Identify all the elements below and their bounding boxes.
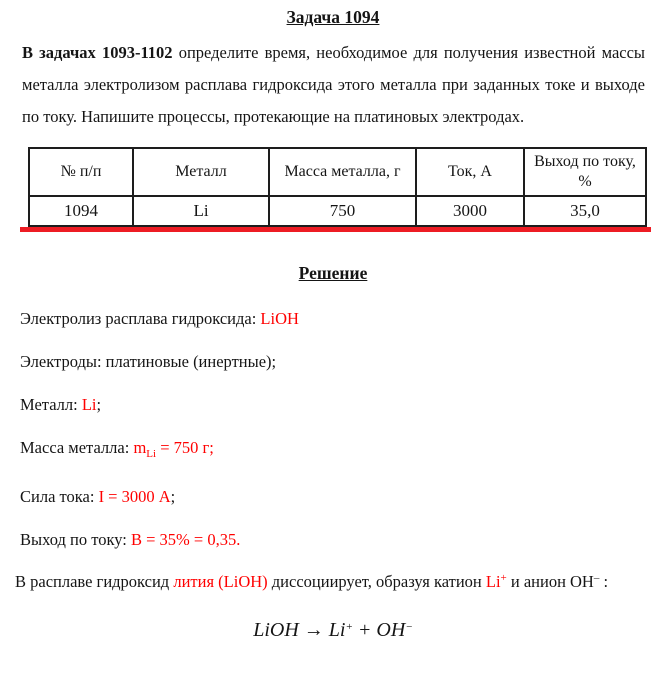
table-cell-current: 3000 [416, 196, 524, 226]
solution-line-mass-value: = 750 г; [156, 438, 214, 457]
dissociation-text-1: В расплаве гидроксид [15, 572, 174, 591]
problem-statement [22, 37, 645, 133]
solution-line-mass [20, 437, 666, 465]
solution-line-electrodes-label: Электроды: платиновые (инертные); [20, 352, 277, 371]
problem-statement-body: определите время, необходимое для получения известной массы металла электролизом расплава гидроксида этого металла при заданных токе и выходе по току. Напишите процессы, протекающие на платиновых электродах. [22, 43, 645, 126]
equation-cation-charge: + [345, 621, 353, 633]
page-title-text: Задача 1094 [286, 7, 380, 27]
solution-line-mass-symbol: m [133, 438, 147, 457]
red-divider [20, 227, 651, 232]
table-header-row [29, 148, 646, 196]
equation-middle: + OH [352, 619, 406, 641]
table-cell-number: 1094 [29, 196, 133, 226]
solution-line-yield-label: Выход по току: [20, 530, 131, 549]
solution-line-metal [20, 394, 666, 416]
solution-line-metal-label: Металл: [20, 395, 82, 414]
table-header-number: № п/п [29, 148, 133, 196]
dissociation-paragraph [15, 558, 645, 602]
problem-statement-lead: В задачах 1093-1102 [22, 43, 173, 62]
equation-left: LiOH → Li [253, 619, 346, 641]
solution-line-metal-tail: ; [96, 395, 102, 414]
table-cell-yield: 35,0 [524, 196, 646, 226]
solution-line-current [20, 486, 666, 508]
conditions-table [28, 147, 647, 227]
table-header-yield: Выход по току, % [524, 148, 646, 196]
solution-line-electrodes [20, 351, 666, 373]
dissociation-equation [0, 614, 666, 643]
solution-line-electrolysis-label: Электролиз расплава гидроксида: [20, 309, 261, 328]
dissociation-cation-charge: + [500, 572, 507, 584]
table-row [29, 196, 646, 226]
dissociation-text-3: и анион ОН [506, 572, 594, 591]
solution-line-mass-label: Масса металла: [20, 438, 134, 457]
dissociation-text-4: : [599, 572, 609, 591]
table-cell-mass: 750 [269, 196, 416, 226]
equation-anion-charge: − [405, 621, 413, 633]
table-header-current: Ток, А [416, 148, 524, 196]
table-cell-metal: Li [133, 196, 269, 226]
solution-line-electrolysis-value: LiOH [260, 309, 299, 328]
solution-line-current-tail: ; [170, 487, 176, 506]
solution-line-metal-value: Li [81, 395, 97, 414]
solution-line-yield-value: В = 35% = 0,35. [130, 530, 241, 549]
page-title [0, 6, 666, 28]
solution-line-yield [20, 529, 666, 551]
solution-line-current-value: I = 3000 А [98, 487, 171, 506]
solution-line-mass-subscript: Li [146, 448, 157, 460]
dissociation-text-2: диссоциирует, образуя катион [267, 572, 486, 591]
solution-line-current-label: Сила тока: [20, 487, 99, 506]
dissociation-cation: Li [485, 572, 501, 591]
solution-heading [0, 262, 666, 284]
table-header-metal: Металл [133, 148, 269, 196]
solution-heading-text: Решение [298, 263, 368, 283]
dissociation-red-lioh: лития (LiOH) [173, 572, 268, 591]
dissociation-anion-charge: – [593, 572, 600, 584]
table-header-mass: Масса металла, г [269, 148, 416, 196]
solution-line-electrolysis [20, 308, 666, 330]
